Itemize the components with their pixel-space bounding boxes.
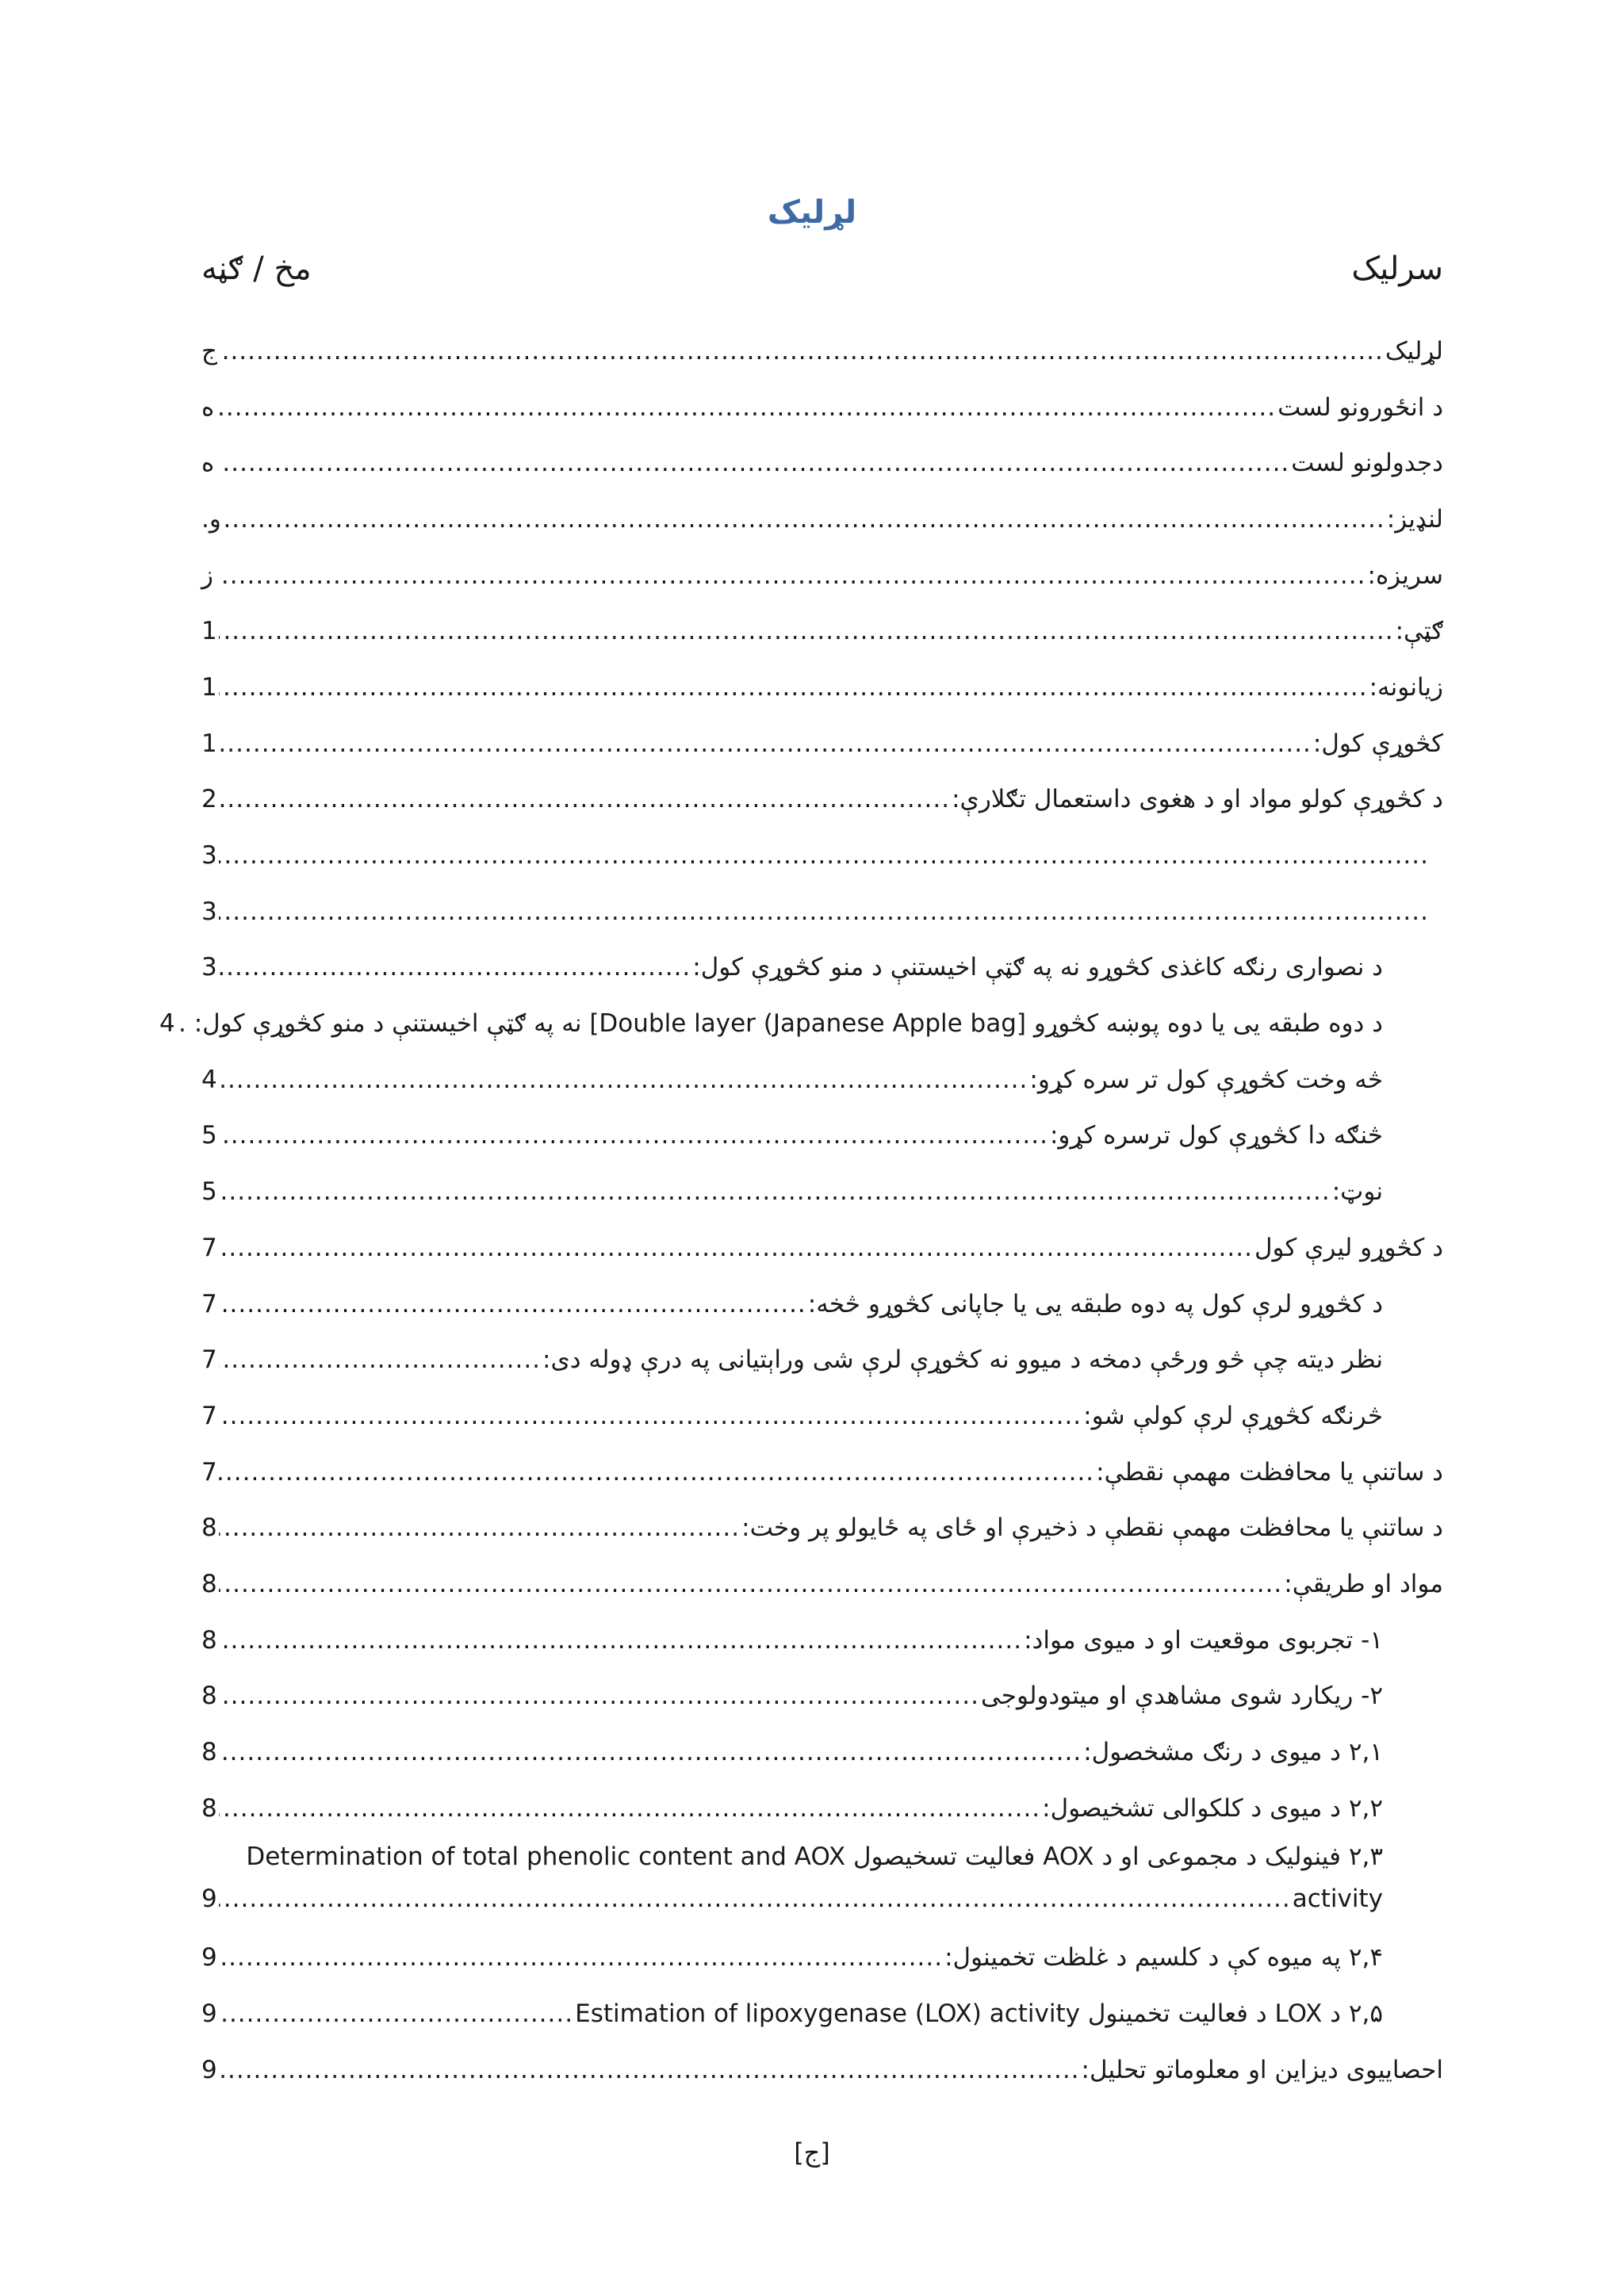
toc-dot-leader	[219, 1887, 1291, 1911]
toc-entry[interactable]	[0, 1837, 1624, 1931]
toc-entry-page: ه	[201, 392, 215, 422]
toc-dot-leader	[219, 1572, 1282, 1597]
toc-entry-page: 9	[201, 1999, 217, 2029]
toc-entry-title: مواد او طریقې:	[1284, 1569, 1443, 1598]
toc-entry-title: ۲,۴ په میوه کې د کلسیم د غلظت تخمینول:	[944, 1943, 1383, 1973]
column-header-title: سرلیک	[1351, 251, 1443, 287]
toc-entry[interactable]	[0, 1724, 1624, 1781]
toc-entry-title: لړلیک	[1385, 336, 1443, 365]
toc-dot-leader	[219, 451, 1289, 476]
toc-entry[interactable]	[0, 603, 1624, 660]
toc-entry-title: ۲,۲ د میوی د کلکوالی تشخیصول:	[1042, 1793, 1383, 1823]
toc-entry-page: 5	[201, 1177, 217, 1207]
toc-entry-page: 4	[201, 1065, 217, 1094]
toc-dot-leader	[219, 1348, 541, 1372]
toc-entry-page: 7	[201, 1401, 217, 1430]
toc-dot-leader	[219, 900, 1429, 924]
toc-entry[interactable]	[0, 940, 1624, 997]
toc-entry[interactable]	[0, 1500, 1624, 1556]
toc-dot-leader	[219, 2058, 1080, 2083]
toc-entry-title: ۲,۱ د میوی د رنګ مشخصول:	[1083, 1738, 1383, 1767]
toc-entry-title: نوټ:	[1331, 1177, 1383, 1207]
toc-entry[interactable]	[0, 1108, 1624, 1165]
toc-entry[interactable]	[0, 1781, 1624, 1837]
toc-entry-title: زیانونه:	[1369, 672, 1443, 702]
toc-entry[interactable]	[0, 1052, 1624, 1108]
toc-entry-title: د کڅوړې کولو مواد او د هغوی داستعمال تګلارې:	[952, 785, 1443, 814]
toc-dot-leader	[219, 396, 1276, 420]
toc-dot-leader	[219, 1684, 979, 1709]
toc-entry-title: ګټې:	[1395, 617, 1443, 646]
toc-entry[interactable]	[0, 435, 1624, 492]
toc-entry[interactable]	[0, 1669, 1624, 1725]
toc-entry-page: 9	[201, 1943, 217, 1973]
toc-entry[interactable]	[0, 1931, 1624, 1987]
toc-entry-title: د دوه طبقه یی یا دوه پوښه کڅوړو [Double layer (Japanese Apple bag] نه په ګټې اخیستنې د منو کڅوړې کول: .	[178, 1009, 1383, 1039]
toc-entry-page: 2	[201, 785, 217, 814]
toc-dot-leader	[219, 1516, 740, 1540]
toc-entry[interactable]	[0, 1613, 1624, 1669]
toc-entry-title: څنګه دا کڅوړې کول ترسره کړو:	[1049, 1121, 1383, 1150]
toc-entry-title: د کڅوړو لرې کول په دوه طبقه یی یا جاپانی کڅوړو څخه:	[807, 1289, 1383, 1318]
toc-entry-page: 4	[159, 1009, 175, 1039]
toc-entry-page: 8	[201, 1738, 217, 1767]
toc-dot-leader	[219, 675, 1368, 700]
toc-entry-title: لنډیز:	[1386, 504, 1443, 534]
toc-entry-title: احصاییوی دیزاین او معلوماتو تحلیل:	[1081, 2055, 1443, 2084]
toc-entry[interactable]	[0, 548, 1624, 604]
toc-entry[interactable]	[0, 1556, 1624, 1613]
toc-entry-title: ۲,۳ فینولیک د مجموعی او د AOX فعالیت تسخیصول Determination of total phenolic content and AOX	[246, 1843, 1383, 1872]
toc-entry-page: ج	[201, 336, 218, 365]
toc-entry[interactable]	[0, 1276, 1624, 1333]
toc-entry[interactable]	[0, 1986, 1624, 2042]
toc-dot-leader	[219, 1404, 1082, 1429]
toc-dot-leader	[219, 619, 1394, 644]
toc-entry-title: څه وخت کڅوړې کول تر سره کړو:	[1029, 1065, 1383, 1094]
toc-entry[interactable]	[0, 660, 1624, 716]
toc-entry[interactable]	[0, 1388, 1624, 1445]
toc-entry[interactable]	[0, 1164, 1624, 1220]
toc-entry-title: د انځورونو لست	[1277, 392, 1443, 422]
toc-entry[interactable]	[0, 2042, 1624, 2099]
toc-dot-leader	[219, 339, 1384, 364]
toc-entry-page: 9	[201, 1885, 217, 1914]
toc-entry-page: 8	[201, 1625, 217, 1655]
table-of-contents	[0, 323, 1624, 2099]
toc-dot-leader	[219, 1797, 1040, 1821]
toc-dot-leader	[219, 1068, 1028, 1093]
toc-dot-leader	[219, 1123, 1048, 1148]
page-number-footer: [ج]	[794, 2137, 830, 2168]
toc-entry-title: ۲- ریکارد شوی مشاهدې او میتودولوجی	[980, 1682, 1383, 1711]
toc-entry[interactable]	[0, 1220, 1624, 1276]
toc-entry-page: ه	[201, 449, 215, 478]
toc-entry[interactable]	[0, 716, 1624, 772]
toc-entry-page: 3	[201, 897, 217, 926]
toc-entry-title: کڅوړې کول:	[1312, 729, 1443, 758]
toc-dot-leader	[219, 1740, 1082, 1765]
toc-entry[interactable]	[0, 380, 1624, 436]
toc-entry-title: د ساتنې یا محافظت مهمې نقطې د ذخیرې او ځای په ځایولو پر وخت:	[741, 1513, 1443, 1543]
toc-dot-leader	[219, 844, 1429, 868]
toc-entry-page: 7	[201, 1233, 217, 1262]
toc-entry-title: سریزه:	[1367, 561, 1443, 590]
toc-entry-page: 8	[201, 1682, 217, 1711]
toc-entry-page: 1	[201, 729, 217, 758]
toc-entry-title: ۲,۵ د LOX د فعالیت تخمینول Estimation of lipoxygenase (LOX) activity	[575, 1999, 1383, 2029]
toc-entry-title: د نصواری رنګه کاغذی کڅوړو نه په ګټې اخیستنې د منو کڅوړې کول:	[692, 953, 1383, 982]
toc-dot-leader	[219, 2002, 573, 2026]
column-header-page: مخ / ګڼه	[201, 251, 312, 287]
toc-dot-leader	[223, 507, 1385, 532]
toc-dot-leader	[219, 1292, 806, 1317]
toc-entry-page: 9	[201, 2055, 217, 2084]
toc-entry-title: د ساتنې یا محافظت مهمې نقطې:	[1096, 1457, 1443, 1487]
toc-entry[interactable]	[0, 492, 1624, 548]
toc-entry-title: دجدولونو لست	[1291, 449, 1443, 478]
toc-entry-page: 1	[201, 672, 217, 702]
toc-entry-page: 5	[201, 1121, 217, 1150]
toc-entry-page: 8	[201, 1513, 217, 1543]
toc-entry-title: نظر دیته چې څو ورځې دمخه د میوو نه کڅوړې لرې شی وراېتیانی په درې ډوله دی:	[542, 1345, 1383, 1375]
toc-entry[interactable]	[0, 828, 1624, 884]
toc-entry[interactable]	[0, 884, 1624, 940]
toc-dot-leader	[219, 1460, 1094, 1485]
toc-dot-leader	[219, 732, 1312, 756]
toc-entry-title: ۱- تجربوی موقعیت او د میوی مواد:	[1024, 1625, 1383, 1655]
toc-dot-leader	[219, 1946, 943, 1970]
toc-entry-page: 1	[201, 617, 217, 646]
toc-entry-page: 3	[201, 841, 217, 871]
toc-entry-title-continued: activity	[1292, 1885, 1383, 1914]
toc-dot-leader	[219, 1628, 1022, 1653]
toc-entry-page: 3	[201, 953, 217, 982]
toc-entry[interactable]	[0, 323, 1624, 380]
page-title: لړلیک	[767, 194, 857, 231]
toc-dot-leader	[219, 955, 691, 980]
toc-entry-page: 8	[201, 1569, 217, 1598]
toc-entry[interactable]	[0, 1332, 1624, 1388]
toc-entry-page: و.	[201, 504, 221, 534]
toc-dot-leader	[219, 1180, 1331, 1204]
toc-entry[interactable]	[0, 996, 1624, 1052]
toc-entry-title: څرنګه کڅوړې لرې کولې شو:	[1083, 1401, 1383, 1430]
toc-entry[interactable]	[0, 1445, 1624, 1501]
toc-entry-page: ز	[201, 561, 213, 590]
toc-entry-page: 7	[201, 1289, 217, 1318]
toc-entry-page: 7	[201, 1457, 217, 1487]
toc-dot-leader	[219, 1236, 1253, 1261]
toc-entry-page: 7	[201, 1345, 217, 1375]
toc-dot-leader	[219, 564, 1366, 588]
toc-entry[interactable]	[0, 772, 1624, 828]
toc-entry-title: د کڅوړو لیرې کول	[1254, 1233, 1443, 1262]
toc-entry-page: 8	[201, 1793, 217, 1823]
toc-dot-leader	[219, 787, 950, 812]
